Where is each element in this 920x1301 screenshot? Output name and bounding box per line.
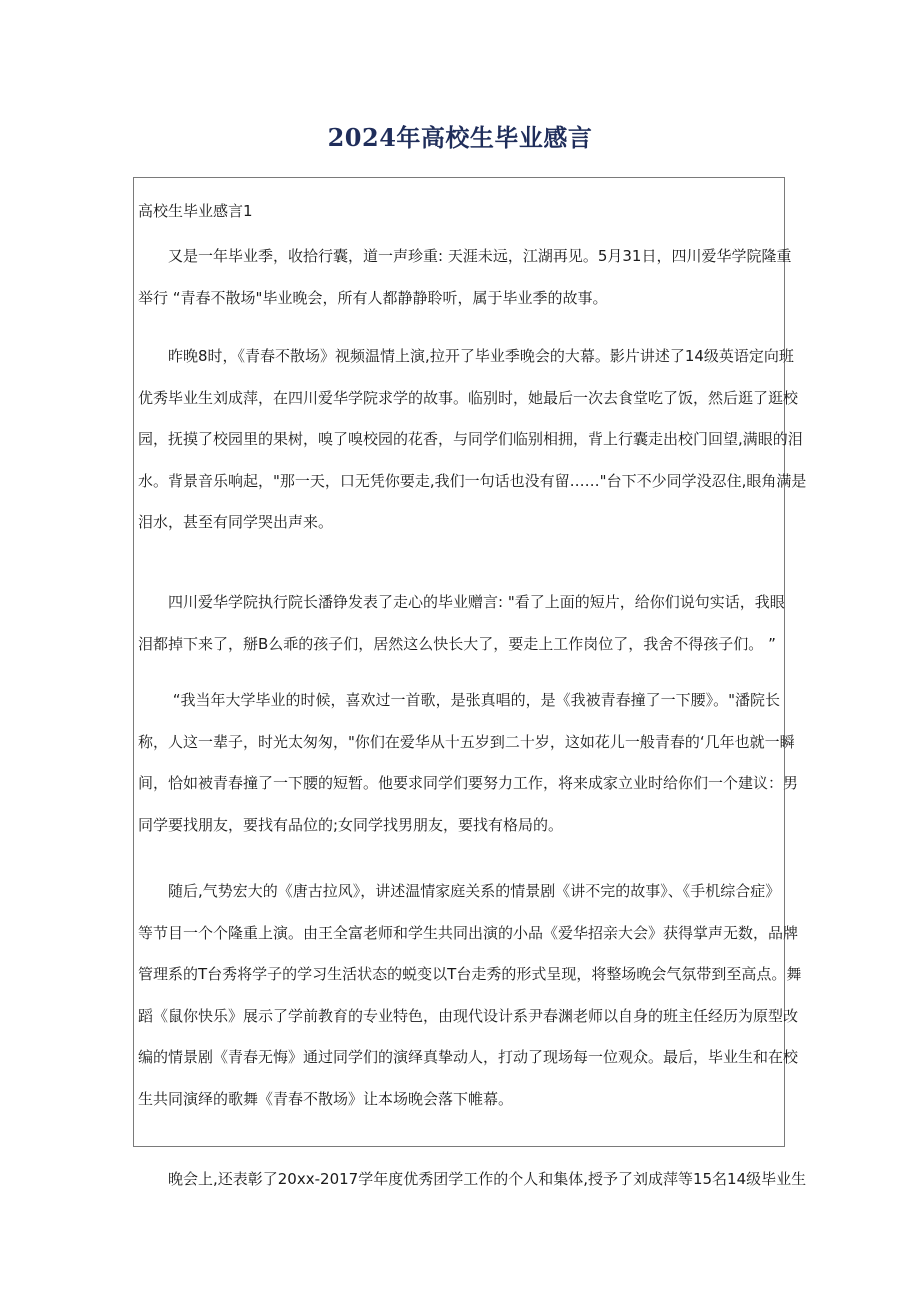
paragraph-2 bbox=[138, 336, 807, 544]
trailing-paragraph-line: 晚会上,还表彰了20xx-2017学年度优秀团学工作的个人和集体,授予了刘成萍等15名14级毕业生 bbox=[138, 1170, 807, 1188]
paragraph-line: 泪都掉下来了，掰B么乖的孩子们，居然这么快长大了，要走上工作岗位了，我舍不得孩子们。 ” bbox=[138, 634, 776, 653]
paragraph-line: 泪水，甚至有同学哭出声来。 bbox=[138, 513, 334, 531]
paragraph-line: 昨晚8时，《青春不散场》视频温情上演,拉开了毕业季晚会的大幕。影片讲述了14级英语定向班 bbox=[138, 347, 794, 365]
paragraph-line: 优秀毕业生刘成萍，在四川爱华学院求学的故事。临别时，她最后一次去食堂吃了饭，然后逛了逛校 bbox=[138, 388, 799, 407]
paragraph-line: 又是一年毕业季，收拾行囊，道一声珍重: 天涯未远，江湖再见。5月31日，四川爱华学院隆重 bbox=[138, 247, 792, 265]
paragraph-line: 等节目一个个隆重上演。由王全富老师和学生共同出演的小品《爱华招亲大会》获得掌声无数，品牌 bbox=[138, 923, 799, 942]
paragraph-line: 生共同演绎的歌舞《青春不散场》让本场晚会落下帷幕。 bbox=[138, 1089, 514, 1108]
paragraph-line: 称，人这一辈子，时光太匆匆，"你们在爱华从十五岁到二十岁，这如花儿一般青春的‘几年也就一瞬 bbox=[138, 732, 795, 751]
paragraph-line: 四川爱华学院执行院长潘铮发表了走心的毕业赠言: "看了上面的短片，给你们说句实话，我眼 bbox=[138, 593, 785, 611]
paragraph-line: 管理系的T台秀将学子的学习生活状态的蜕变以T台走秀的形式呈现，将整场晚会气氛带到至高点。舞 bbox=[138, 965, 802, 983]
paragraph-4 bbox=[138, 680, 799, 846]
paragraph-line: 蹈《鼠你快乐》展示了学前教育的专业特色，由现代设计系尹春渊老师以自身的班主任经历为原型改 bbox=[138, 1006, 799, 1025]
paragraph-1 bbox=[138, 236, 792, 319]
paragraph-5 bbox=[138, 871, 802, 1120]
document-title: 2024年高校生毕业感言 bbox=[327, 123, 593, 152]
paragraph-line: 水。背景音乐响起，"那一天，口无凭你要走,我们一句话也没有留……"台下不少同学没忍住,眼角满是 bbox=[138, 471, 807, 490]
paragraph-3 bbox=[138, 582, 785, 665]
paragraph-line: “我当年大学毕业的时候，喜欢过一首歌，是张真唱的，是《我被青春撞了一下腰》。"潘院长 bbox=[138, 691, 780, 709]
paragraph-line: 编的情景剧《青春无悔》通过同学们的演绎真挚动人，打动了现场每一位观众。最后，毕业生和在校 bbox=[138, 1048, 799, 1066]
section-heading: 高校生毕业感言1 bbox=[138, 202, 253, 220]
paragraph-line: 园，抚摸了校园里的果树，嗅了嗅校园的花香，与同学们临别相拥，背上行囊走出校门回望,满眼的泪 bbox=[138, 430, 803, 448]
paragraph-line: 间，恰如被青春撞了一下腰的短暂。他要求同学们要努力工作，将来成家立业时给你们一个建议：男 bbox=[138, 774, 799, 792]
paragraph-line: 同学要找朋友，要找有品位的;女同学找男朋友，要找有格局的。 bbox=[138, 815, 564, 834]
paragraph-line: 随后,气势宏大的《唐古拉风》，讲述温情家庭关系的情景剧《讲不完的故事》、《手机综合症》 bbox=[138, 882, 781, 900]
paragraph-line: 举行 “青春不散场"毕业晚会，所有人都静静聆听，属于毕业季的故事。 bbox=[138, 288, 608, 307]
